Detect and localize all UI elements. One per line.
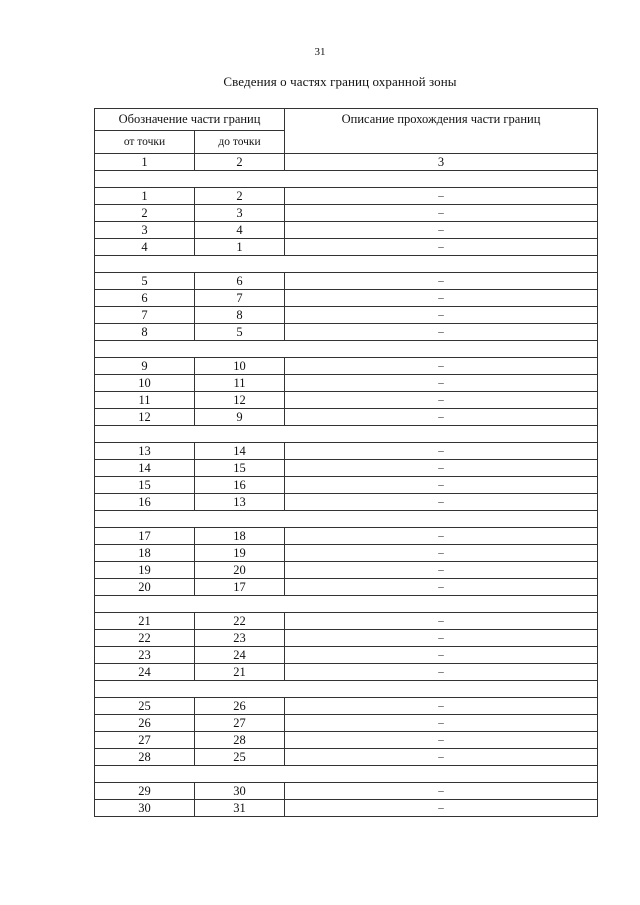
separator-row <box>95 681 598 698</box>
table-row <box>95 579 598 596</box>
separator-cell <box>95 511 598 528</box>
description-cell: – <box>285 800 598 817</box>
table-row <box>95 494 598 511</box>
from-point-cell: 12 <box>95 409 195 426</box>
to-point-cell: 26 <box>195 698 285 715</box>
page-number: 31 <box>314 46 326 58</box>
to-point-cell: 21 <box>195 664 285 681</box>
from-point-cell: 26 <box>95 715 195 732</box>
table-row <box>95 800 598 817</box>
from-point-cell: 16 <box>95 494 195 511</box>
from-point-cell: 1 <box>95 188 195 205</box>
separator-cell <box>95 171 598 188</box>
to-point-cell: 11 <box>195 375 285 392</box>
description-cell: – <box>285 494 598 511</box>
table-row <box>95 222 598 239</box>
table-row <box>95 443 598 460</box>
table-row <box>95 749 598 766</box>
table-row <box>95 307 598 324</box>
table-row <box>95 239 598 256</box>
table-row <box>95 409 598 426</box>
description-cell: – <box>285 715 598 732</box>
separator-row <box>95 426 598 443</box>
to-point-cell: 22 <box>195 613 285 630</box>
table-row <box>95 613 598 630</box>
separator-row <box>95 596 598 613</box>
table-row <box>95 715 598 732</box>
description-cell: – <box>285 392 598 409</box>
from-point-cell: 18 <box>95 545 195 562</box>
header-boundary-part-designation: Обозначение части границ <box>95 109 285 131</box>
table-row <box>95 783 598 800</box>
to-point-cell: 31 <box>195 800 285 817</box>
description-cell: – <box>285 579 598 596</box>
table-row <box>95 528 598 545</box>
from-point-cell: 13 <box>95 443 195 460</box>
from-point-cell: 8 <box>95 324 195 341</box>
column-number: 2 <box>195 154 285 171</box>
description-cell: – <box>285 562 598 579</box>
from-point-cell: 21 <box>95 613 195 630</box>
to-point-cell: 25 <box>195 749 285 766</box>
to-point-cell: 18 <box>195 528 285 545</box>
column-numbers-row <box>95 154 598 171</box>
from-point-cell: 15 <box>95 477 195 494</box>
from-point-cell: 20 <box>95 579 195 596</box>
to-point-cell: 24 <box>195 647 285 664</box>
description-cell: – <box>285 239 598 256</box>
separator-row <box>95 341 598 358</box>
separator-row <box>95 766 598 783</box>
to-point-cell: 9 <box>195 409 285 426</box>
from-point-cell: 3 <box>95 222 195 239</box>
from-point-cell: 6 <box>95 290 195 307</box>
header-description: Описание прохождения части границ <box>285 109 598 154</box>
separator-cell <box>95 596 598 613</box>
table-row <box>95 732 598 749</box>
from-point-cell: 23 <box>95 647 195 664</box>
from-point-cell: 28 <box>95 749 195 766</box>
document-title: Сведения о частях границ охранной зоны <box>223 74 457 89</box>
description-cell: – <box>285 222 598 239</box>
to-point-cell: 12 <box>195 392 285 409</box>
to-point-cell: 3 <box>195 205 285 222</box>
to-point-cell: 23 <box>195 630 285 647</box>
to-point-cell: 17 <box>195 579 285 596</box>
table-row <box>95 630 598 647</box>
column-number: 1 <box>95 154 195 171</box>
description-cell: – <box>285 613 598 630</box>
description-cell: – <box>285 273 598 290</box>
to-point-cell: 8 <box>195 307 285 324</box>
boundary-parts-table <box>94 108 598 817</box>
from-point-cell: 19 <box>95 562 195 579</box>
description-cell: – <box>285 664 598 681</box>
header-to-point: до точки <box>195 131 285 154</box>
to-point-cell: 10 <box>195 358 285 375</box>
description-cell: – <box>285 460 598 477</box>
to-point-cell: 5 <box>195 324 285 341</box>
from-point-cell: 30 <box>95 800 195 817</box>
from-point-cell: 5 <box>95 273 195 290</box>
to-point-cell: 6 <box>195 273 285 290</box>
description-cell: – <box>285 545 598 562</box>
description-cell: – <box>285 732 598 749</box>
table-row <box>95 188 598 205</box>
from-point-cell: 27 <box>95 732 195 749</box>
from-point-cell: 9 <box>95 358 195 375</box>
description-cell: – <box>285 749 598 766</box>
header-row <box>95 109 598 131</box>
from-point-cell: 29 <box>95 783 195 800</box>
separator-row <box>95 511 598 528</box>
from-point-cell: 25 <box>95 698 195 715</box>
description-cell: – <box>285 443 598 460</box>
from-point-cell: 14 <box>95 460 195 477</box>
to-point-cell: 14 <box>195 443 285 460</box>
table-row <box>95 205 598 222</box>
header-from-point: от точки <box>95 131 195 154</box>
description-cell: – <box>285 324 598 341</box>
table-row <box>95 698 598 715</box>
to-point-cell: 7 <box>195 290 285 307</box>
to-point-cell: 15 <box>195 460 285 477</box>
from-point-cell: 2 <box>95 205 195 222</box>
description-cell: – <box>285 375 598 392</box>
from-point-cell: 11 <box>95 392 195 409</box>
table-row <box>95 375 598 392</box>
table-row <box>95 324 598 341</box>
table-row <box>95 392 598 409</box>
from-point-cell: 10 <box>95 375 195 392</box>
description-cell: – <box>285 307 598 324</box>
description-cell: – <box>285 358 598 375</box>
separator-cell <box>95 426 598 443</box>
to-point-cell: 1 <box>195 239 285 256</box>
description-cell: – <box>285 528 598 545</box>
to-point-cell: 16 <box>195 477 285 494</box>
table-row <box>95 545 598 562</box>
table-row <box>95 562 598 579</box>
to-point-cell: 20 <box>195 562 285 579</box>
from-point-cell: 24 <box>95 664 195 681</box>
description-cell: – <box>285 630 598 647</box>
description-cell: – <box>285 188 598 205</box>
table-row <box>95 273 598 290</box>
separator-row <box>95 256 598 273</box>
table-row <box>95 647 598 664</box>
to-point-cell: 30 <box>195 783 285 800</box>
table-row <box>95 358 598 375</box>
description-cell: – <box>285 647 598 664</box>
to-point-cell: 27 <box>195 715 285 732</box>
to-point-cell: 28 <box>195 732 285 749</box>
description-cell: – <box>285 205 598 222</box>
from-point-cell: 17 <box>95 528 195 545</box>
separator-cell <box>95 681 598 698</box>
from-point-cell: 4 <box>95 239 195 256</box>
table-row <box>95 290 598 307</box>
description-cell: – <box>285 698 598 715</box>
table-row <box>95 664 598 681</box>
table-row <box>95 460 598 477</box>
to-point-cell: 13 <box>195 494 285 511</box>
separator-row <box>95 171 598 188</box>
column-number: 3 <box>285 154 598 171</box>
from-point-cell: 7 <box>95 307 195 324</box>
to-point-cell: 4 <box>195 222 285 239</box>
separator-cell <box>95 341 598 358</box>
separator-cell <box>95 256 598 273</box>
from-point-cell: 22 <box>95 630 195 647</box>
description-cell: – <box>285 409 598 426</box>
description-cell: – <box>285 477 598 494</box>
description-cell: – <box>285 783 598 800</box>
to-point-cell: 19 <box>195 545 285 562</box>
table-row <box>95 477 598 494</box>
description-cell: – <box>285 290 598 307</box>
separator-cell <box>95 766 598 783</box>
to-point-cell: 2 <box>195 188 285 205</box>
